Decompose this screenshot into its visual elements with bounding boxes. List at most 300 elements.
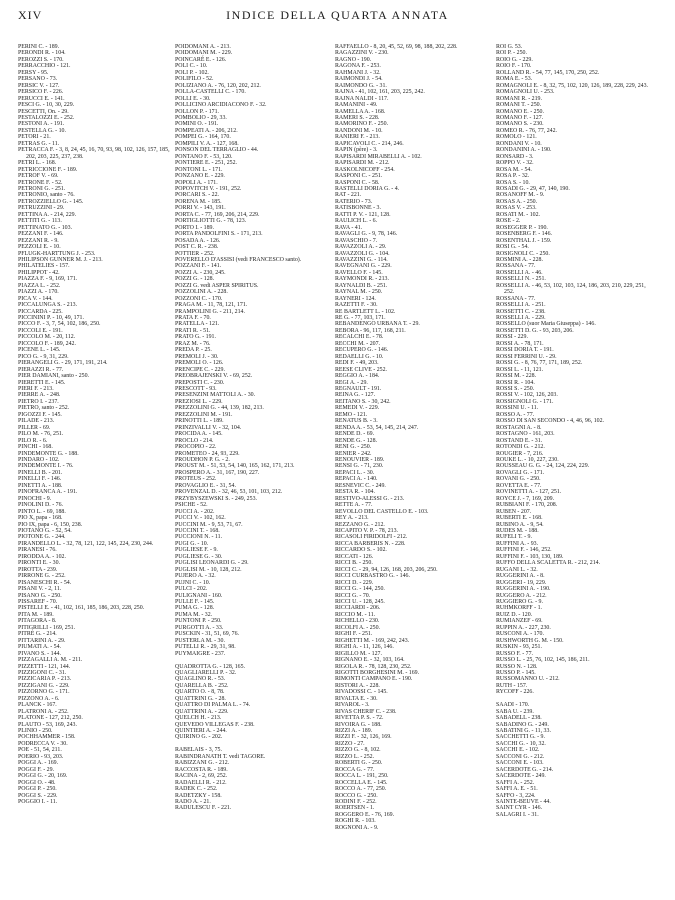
index-entry: PETTITI G. - 113. — [18, 218, 62, 225]
index-entry: PLATRONI A. - 252. — [18, 708, 69, 715]
index-entry: ROSSINI U. - 11. — [496, 405, 539, 412]
index-entry: PERSICO F. - 226. — [18, 89, 64, 96]
index-entry: PUNTONI P. - 250. — [175, 618, 222, 625]
index-entry: PIUMATI A. - 54. — [18, 644, 62, 651]
index-entry: POTTIER - 252. — [175, 250, 215, 257]
index-entry: PETRI L. - 168. — [18, 160, 57, 167]
index-entry: PICA V. - 144. — [18, 295, 53, 302]
index-entry: SAFFI A. E. - 51. — [496, 786, 538, 793]
index-entry: PONSON DEL TERRAGLIO - 44. — [175, 147, 259, 154]
index-entry: RUFFO DELLA SCALETTA R. - 212, 214. — [496, 560, 601, 567]
index-column-1 — [18, 44, 170, 805]
index-entry: SAFFI A. - 252. — [496, 779, 535, 786]
index-entry: PETRONE F. - 52. — [18, 179, 63, 186]
index-entry: PIERETTI E. - 145. — [18, 379, 66, 386]
index-entry: POIDOMANI M. - 229. — [175, 50, 233, 57]
index-entry: ROSSELLO (suor Maria Giuseppa) - 146. — [496, 321, 596, 328]
index-entry: RUBERTI E. - 168. — [496, 515, 543, 522]
index-entry: PONTIERE E. - 251, 252. — [175, 160, 238, 167]
index-entry: RASPONI C. - 58. — [335, 179, 380, 186]
index-entry: ROUKE L. - 10, 227, 230. — [496, 457, 559, 463]
index-entry: RUSSO L. - 25, 76, 102, 145, 186, 211. — [496, 657, 590, 664]
index-entry: POGGI P. - 250. — [18, 786, 57, 793]
index-entry: SABA U. - 239. — [496, 708, 534, 715]
index-entry: PERSY - 95. — [18, 69, 49, 76]
index-entry: RAJNA - 41, 102, 161, 203, 225, 242. — [335, 89, 425, 96]
index-entry: RUGGERINI A. - 8. — [496, 573, 545, 580]
index-entry: RESNEVIC C. - 249. — [335, 482, 386, 489]
index-entry: ROSENTHAL J. - 159. — [496, 237, 552, 244]
index-entry: RIZZI F. - 32, 126, 169. — [335, 734, 392, 741]
index-entry: ROCCA L. - 191, 250. — [335, 773, 389, 780]
index-entry: REPACI A. - 140. — [335, 476, 378, 483]
index-entry: PETRACCA F. - 3, 8, 24, 45, 16, 70, 93, 98, 102, 126, 157, 185, 202, 203, 225, 237, 238. — [18, 147, 170, 160]
index-entry: RACINA - 2, 69, 252. — [175, 773, 228, 780]
index-entry: ROMANO S. - 230. — [496, 121, 544, 128]
index-entry: RECCHI M. - 207. — [335, 340, 380, 347]
index-entry: PISANO G. - 250. — [18, 592, 62, 599]
index-entry: RUFFINI F. - 103, 130, 189. — [496, 553, 564, 560]
index-entry: PIROTTA - 239. — [18, 566, 58, 573]
index-entry: PONZANO E. - 229. — [175, 173, 225, 180]
index-entry: RAULICH L. - 6. — [335, 218, 378, 225]
index-entry: REITANO S. - 30, 242. — [335, 398, 391, 405]
index-entry: PIRRONE G. - 252. — [18, 573, 66, 580]
index-entry: RUSHWORTH G. M. - 150. — [496, 637, 564, 644]
index-entry: REY A. - 213. — [335, 515, 369, 522]
index-entry: RUGGERI - 19, 229. — [496, 579, 547, 586]
index-entry: RUBBIANI F. - 170, 208. — [496, 502, 558, 509]
index-entry: ROMAGNOLI E. - 8, 32, 75, 102, 120, 126, 189, 228, 229, 243. — [496, 82, 649, 89]
index-entry: QUELCH H. - 213. — [175, 715, 222, 722]
index-entry: PROVENZAL D. - 32, 46, 53, 101, 103, 212. — [175, 489, 283, 496]
index-entry: PREZZOLINI G. - 44, 139, 182, 213. — [175, 405, 264, 412]
index-entry: RUSSO N. - 128. — [496, 663, 538, 670]
index-entry: RICASOLI FIRIDOLFI - 212. — [335, 534, 408, 541]
index-entry: SABADELL - 238. — [496, 715, 542, 722]
index-entry: QUATTRINI A. - 229. — [175, 708, 229, 715]
index-entry: RAMORINO F. - 250. — [335, 121, 389, 128]
index-entry: ROGHI R. - 103. — [335, 818, 376, 825]
index-entry: RUIZ D. - 120. — [496, 611, 533, 618]
index-entry: PIZZORNO G. - 171. — [18, 689, 70, 696]
index-entry: ROCCELLA E. - 145. — [335, 779, 388, 786]
index-entry: QUEVEDO VILLEGAS F. - 238. — [175, 721, 255, 728]
index-entry: RENDA A. - 53, 54, 145, 214, 247. — [335, 424, 419, 431]
index-entry: RUGANI L. - 32. — [496, 566, 538, 573]
index-entry: PICENE L. - 145. — [18, 347, 61, 354]
index-entry: PINELLI F. - 146. — [18, 476, 62, 483]
index-entry: PIAZZA F. - 9, 169, 171. — [18, 276, 78, 283]
index-entry: RAIMONDI J. - 54. — [335, 76, 383, 83]
index-column-2 — [175, 44, 329, 812]
index-entry: RAGONA F. - 253. — [335, 63, 381, 70]
index-entry: PERRACCHIO - 121. — [18, 63, 71, 70]
index-entry: RICCATI - 126. — [335, 553, 374, 560]
index-entry: PROMETEO - 24, 93, 229. — [175, 450, 240, 457]
index-entry: PIZZIGANI G. - 229. — [18, 682, 70, 689]
index-entry: PUJERO A. - 32. — [175, 573, 216, 580]
index-entry: PUYMAIGRE - 237. — [175, 650, 226, 657]
index-entry: RE G. - 77, 103, 171. — [335, 315, 386, 322]
index-entry: RESTA R. - 104. — [335, 489, 375, 496]
index-entry: REPACI L. - 30. — [335, 469, 375, 476]
index-entry: RUFFINI A. - 93. — [496, 540, 539, 547]
index-entry: RICCI CURBASTRO G. - 146. — [335, 573, 410, 580]
index-entry: PERSIC V. - 127. — [18, 82, 60, 89]
index-entry: ROVAGLI G. - 171. — [496, 469, 545, 476]
index-entry: PIZZAGALLI A. M. - 211. — [18, 657, 83, 664]
index-entry: PUGLISI M. - 10, 128, 212. — [175, 566, 242, 573]
index-entry: RAJNA NALDI - 117. — [335, 95, 389, 102]
index-entry: PRAGA M. - 11, 78, 121, 171. — [175, 302, 248, 309]
index-entry: RENI G. - 250. — [335, 444, 372, 451]
index-entry: ROSIGNOLI C. - 250. — [496, 250, 550, 257]
index-entry: PUJNI C. - 10. — [175, 579, 211, 586]
index-entry: RIGHETTI M. - 169, 242, 243. — [335, 637, 410, 644]
index-entry: RACCOSTA R. - 189. — [175, 766, 228, 773]
index-entry: PRESENZINI MATTOLI A. - 30. — [175, 392, 256, 399]
index-entry: ROSA M. - 54. — [496, 166, 532, 173]
index-entry: PEZZANI F. - 146. — [18, 231, 64, 238]
index-entry: RIVALTA E. - 30. — [335, 695, 378, 702]
index-entry: PESTONI A. - 191. — [18, 121, 65, 128]
index-entry: POMINI O. - 191. — [175, 121, 219, 128]
index-entry: RUFFINI F. - 146, 252. — [496, 547, 552, 554]
index-entry: ROSENBERG F. - 146. — [496, 231, 552, 238]
index-entry: RAVAZZOLI G. - 104. — [335, 250, 390, 257]
index-entry: ROMEO R. - 76, 77, 242. — [496, 127, 558, 134]
index-entry: RATTI P. V. - 121, 128. — [335, 211, 391, 218]
index-entry: PUCCINI T. - 168. — [175, 527, 220, 534]
index-entry: PUGLIESE G. - 30. — [175, 553, 223, 560]
index-entry: ROCCO A. - 77, 250. — [335, 786, 387, 793]
index-entry: RUSCONI A. - 170. — [496, 631, 544, 638]
index-column-4 — [496, 44, 656, 818]
index-entry: POZZI G. vedi ASPER SPIRITUS. — [175, 282, 259, 289]
index-entry: RADEK C. - 252. — [175, 786, 218, 793]
index-entry: PONTANO F. - 53, 120. — [175, 153, 233, 160]
index-entry: ROSSANA - 77. — [496, 263, 536, 270]
index-entry: RENSI G. - 71, 230. — [335, 463, 384, 470]
index-entry: ROSSELLI A. - 46. — [496, 269, 543, 276]
index-entry: RAVAZZOLI A. - 29. — [335, 244, 387, 251]
index-entry: RABELAIS - 3, 75. — [175, 747, 222, 754]
index-entry: POLLI E. - 30. — [175, 95, 211, 102]
index-entry: PINOCHI - 9. — [18, 495, 52, 502]
index-entry: PIRONTI E. - 30. — [18, 560, 61, 567]
index-entry: PESCI G. - 10, 30, 229. — [18, 102, 75, 109]
index-entry: PREMOLI J. - 30. — [175, 353, 219, 360]
index-entry: PHILIPSON GUNNER M. J. - 213. — [18, 256, 103, 263]
index-entry: ROCCO G. - 250. — [335, 792, 378, 799]
index-entry: POLI P. - 102. — [175, 69, 209, 76]
index-entry: POGGIO I. - 11. — [18, 799, 58, 806]
index-entry: RUSKIN - 93, 251. — [496, 644, 542, 651]
index-entry: ROVANI G. - 250. — [496, 476, 541, 483]
index-entry: SABATINI G. - 11, 33. — [496, 728, 551, 735]
index-entry: PROUST M. - 51, 53, 54, 140, 165, 162, 171, 213. — [175, 463, 295, 470]
index-entry: PRINZIVALLI V. - 32, 104. — [175, 424, 242, 431]
index-entry: RIZZI A. - 189. — [335, 728, 373, 735]
index-entry: REDAELLI G. - 10. — [335, 353, 384, 360]
index-entry: PERUCCI E. - 141. — [18, 95, 65, 102]
index-entry: POGGI A. - 169. — [18, 760, 59, 767]
index-entry: PUGLIESE F. - 9. — [175, 547, 218, 554]
index-entry: POZZONI C. - 170. — [175, 295, 223, 302]
index-entry: RAGAZZINI V. - 230. — [335, 50, 389, 57]
index-entry: PIVANO S. - 144. — [18, 650, 61, 657]
index-entry: RASKOLNICOFF - 254. — [335, 166, 395, 173]
index-entry: PETRICCIONE F. - 189. — [18, 166, 78, 173]
index-entry: RICCARDO S. - 102. — [335, 547, 387, 554]
index-entry: RENOUVIER - 189. — [335, 457, 385, 463]
index-entry: POMBOLIO - 29, 33. — [175, 114, 227, 121]
index-entry: PIGOZZI F. - 145. — [18, 411, 62, 418]
index-entry: RUSSO F. - 77. — [496, 650, 534, 657]
index-entry: PUGLISI LEONARDI G. - 29. — [175, 560, 249, 567]
index-entry: ROMANO E. - 250. — [496, 108, 544, 115]
index-entry: POPOLI A. - 171. — [175, 179, 218, 186]
index-entry: ROSSI - 229. — [496, 334, 528, 341]
index-entry: ROMANI R. - 219. — [496, 95, 542, 102]
index-entry: PETRAS G. - 11. — [18, 140, 60, 147]
index-entry: PREDA P. - 25. — [175, 347, 212, 354]
index-entry: RAHMANI J. - 32. — [335, 69, 381, 76]
index-entry: POLLA-CASTELLI C. - 170. — [175, 89, 246, 96]
index-entry: ROSSI FERRINI U. - 29. — [496, 353, 557, 360]
index-entry: RIZZO - 27. — [335, 740, 365, 747]
index-entry: PINDARO - 102. — [18, 457, 60, 463]
index-entry: POIDOMANI A. - 213. — [175, 44, 231, 50]
index-entry: PUSTERLA M. - 30. — [175, 637, 225, 644]
index-entry: RISTORI A. - 228. — [335, 682, 380, 689]
index-entry: RONDANINI A. - 190. — [496, 147, 552, 154]
index-entry: ROSTAND E. - 31. — [496, 437, 543, 444]
index-entry: RABINDRANATH T. vedi TAGORE. — [175, 753, 266, 760]
index-entry: ROGNONI A. - 9. — [335, 824, 379, 831]
index-entry: SABADINO G. - 249. — [496, 721, 549, 728]
index-entry: QUIRINO G. - 202. — [175, 734, 223, 741]
index-entry: RE BARTLETT L. - 102. — [335, 308, 396, 315]
index-entry: ROSSI DORIA T. - 191. — [496, 347, 554, 354]
index-entry: PROCOPIO - 22. — [175, 444, 217, 451]
index-entry: PICCALUNGA S. - 213. — [18, 302, 78, 309]
index-entry: SALAGRI I. - 31. — [496, 811, 539, 818]
index-entry: QUAGLIARELLI P. - 32. — [175, 669, 237, 676]
page-number: XIV — [18, 8, 43, 22]
index-entry: PRATO G. - 191. — [175, 334, 216, 341]
index-entry: PEZZOLI E. - 10. — [18, 244, 61, 251]
index-entry: RIVAS CHERIF C. - 238. — [335, 708, 397, 715]
index-entry: RAGNO - 190. — [335, 56, 372, 63]
index-entry: RAT - 221. — [335, 192, 362, 199]
index-entry: SACERDOTE G. - 214. — [496, 766, 554, 773]
index-entry: PIERANGELI G. - 29, 171, 191, 214. — [18, 360, 108, 367]
index-entry: RUPPIN A. - 227, 230. — [496, 624, 551, 631]
index-entry: REBANDENGO URBANA T. - 29. — [335, 321, 420, 328]
index-entry: RAPISARDI M. - 212. — [335, 160, 390, 167]
index-entry: RUGGERINI A. - 190. — [496, 586, 551, 593]
index-entry: ROLLAND R. - 54, 77, 145, 170, 250, 252. — [496, 69, 600, 76]
index-entry: RUTH - 157. — [496, 682, 528, 689]
index-entry: RONDANI V. - 10. — [496, 140, 542, 147]
index-entry: RICAPITO V. P. - 78, 213. — [335, 527, 399, 534]
index-entry: PULLE F. - 145. — [175, 598, 215, 605]
index-entry: PRATI R. - 51. — [175, 327, 211, 334]
index-entry: PIZZETTI - 121, 144. — [18, 663, 71, 670]
index-entry: RUMIANZEF - 69. — [496, 618, 543, 625]
index-entry: RADO A. - 21. — [175, 799, 211, 806]
index-entry: PRAMPOLINI G. - 211, 214. — [175, 308, 245, 315]
index-entry: PONTONI L. - 171. — [175, 166, 223, 173]
index-entry: RECUPERO G. - 146. — [335, 347, 389, 354]
index-entry: ROSSI V. - 102, 126, 203. — [496, 392, 558, 399]
index-entry: ROSAS A. - 250. — [496, 198, 538, 205]
index-entry: PETRUZZINI - 29. — [18, 205, 65, 212]
index-entry: QUINTIERI A. - 244. — [175, 728, 227, 735]
index-entry: ROMOLO - 121. — [496, 134, 537, 141]
index-entry: PIAZZI A. - 170. — [18, 289, 59, 296]
index-entry: ROUGIER - 7, 216. — [496, 450, 544, 457]
index-entry: PSICHE - 52. — [175, 502, 208, 509]
index-entry: ROVINETTI A. - 127, 251. — [496, 489, 562, 496]
index-entry: ROSTAGNI A. - 8. — [496, 424, 542, 431]
index-column-3 — [335, 44, 489, 831]
index-entry: RECALCHI E. - 78. — [335, 334, 384, 341]
index-entry: PROCLO - 214. — [175, 437, 214, 444]
index-entry: PIOTANO G. - 52, 54. — [18, 527, 72, 534]
index-entry: RAVA - 41. — [335, 224, 363, 231]
index-entry: PREZIOSI L. - 229. — [175, 398, 223, 405]
index-entry: RUBEN - 207. — [496, 508, 532, 515]
index-entry: SAINT CYR - 146. — [496, 805, 543, 812]
index-entry: ROSSO A. - 77. — [496, 411, 535, 418]
index-entry: RANIERI F. - 213. — [335, 134, 380, 141]
index-entry: POGGI O. - 48. — [18, 779, 56, 786]
index-entry: RONSARD - 3. — [496, 153, 534, 160]
index-entry: RAVEGNANI G. - 229. — [335, 263, 392, 270]
index-entry: POMPEATI A. - 206, 212. — [175, 127, 238, 134]
index-entry: REDI F. - 49, 203. — [335, 360, 379, 367]
index-entry: PRATELLA - 121. — [175, 321, 220, 328]
index-entry: ROSA S. - 10. — [496, 179, 530, 186]
index-entry: ROSI G. - 54. — [496, 244, 529, 251]
index-entry: POSADA A. - 126. — [175, 237, 221, 244]
index-entry: RATERIO - 73. — [335, 198, 373, 205]
index-entry: PIZZONO A. - 6. — [18, 695, 60, 702]
index-entry: SACCONI E. - 103. — [496, 760, 544, 767]
index-entry: PETROZZIELLO G. - 145. — [18, 198, 84, 205]
index-entry: PETRONI G. - 251. — [18, 185, 66, 192]
index-entry: RICCI D. - 229. — [335, 579, 374, 586]
index-entry: PICO G. - 9, 31, 229. — [18, 353, 69, 360]
index-entry: PIRANESI - 76. — [18, 547, 57, 554]
index-entry: RAFFAELLO - 8, 20, 45, 52, 69, 98, 188, 202, 228. — [335, 44, 458, 50]
index-entry: RENIER - 242. — [335, 450, 372, 457]
index-entry: ROSSETTI C. - 238. — [496, 308, 546, 315]
index-entry: RAMANINI - 49. — [335, 102, 378, 109]
index-entry: ROSA P. - 32. — [496, 173, 530, 180]
index-entry: REESE CLIVE - 252. — [335, 366, 388, 373]
index-entry: PLATONE - 127, 212, 250. — [18, 715, 83, 722]
index-entry: RAVELLO F. - 145. — [335, 269, 383, 276]
index-entry: RUSSOMANNO U. - 212. — [496, 676, 560, 683]
index-entry: ROSSIGNOLI G. - 171. — [496, 398, 554, 405]
index-entry: RADAELLI R. - 212. — [175, 779, 227, 786]
index-entry: PLINIO - 250. — [18, 728, 53, 735]
index-entry: RUGGIERO G. - 9. — [496, 598, 543, 605]
index-entry: PRENCIPE C. - 229. — [175, 366, 225, 373]
index-entry: QUAGLINO R. - 53. — [175, 676, 226, 683]
index-entry: RASTELLI DORIA G. - 4. — [335, 185, 400, 192]
index-entry: RIGILLO M. - 127. — [335, 650, 382, 657]
index-entry: REGGIO A. - 184. — [335, 373, 380, 380]
index-entry: PIERAZZI R. - 77. — [18, 366, 64, 373]
index-entry: PIO X, papa - 168. — [18, 515, 63, 522]
index-entry: RIMONTI CAMPANO E. - 190. — [335, 676, 413, 683]
index-entry: ROMANO F. - 127. — [496, 114, 544, 121]
index-entry: RATISBONNE - 3. — [335, 205, 381, 212]
index-entry: PILO M. - 76, 251. — [18, 431, 64, 438]
index-entry: SACCHETTI G. - 9. — [496, 734, 545, 741]
index-entry: PILADE - 213. — [18, 418, 55, 425]
index-entry: RICOLFI A. - 250. — [335, 624, 380, 631]
index-entry: RAVAZZINI G. - 114. — [335, 256, 388, 263]
index-entry: POMPILI V. A. - 127, 168. — [175, 140, 239, 147]
index-entry: ROSSETTI D. G. - 93, 203, 206. — [496, 327, 574, 334]
index-entry: PESTELLA G. - 10. — [18, 127, 66, 134]
index-entry: ROERTSEN - 1. — [335, 805, 375, 812]
index-entry: PURGOTTI A. - 33. — [175, 624, 224, 631]
index-entry: ROGGERO E. - 76, 169. — [335, 811, 395, 818]
index-entry: ROSATI M. - 102. — [496, 211, 541, 218]
index-entry: RUHMKORFF - 1. — [496, 605, 542, 612]
index-entry: PORENA M. - 185. — [175, 198, 222, 205]
index-entry: PIAZZA L. - 252. — [18, 282, 61, 289]
index-entry: RICCI G. - 70. — [335, 592, 371, 599]
index-entry: PITA M. - 189. — [18, 611, 54, 618]
index-entry: POST C. R. - 238. — [175, 244, 219, 251]
index-entry: RIVOIRA G. - 188. — [335, 721, 382, 728]
index-entry: RIGNANO E. - 32, 103, 164. — [335, 657, 405, 664]
index-entry: PREMOLI O. - 126. — [175, 360, 224, 367]
index-entry: PIO IX, papa - 6, 150, 238. — [18, 521, 83, 528]
index-entry: PITTARINI A. - 29. — [18, 637, 66, 644]
index-entry: PORTIGLIOTTI G. - 78, 123. — [175, 218, 247, 225]
index-entry: RENDE G. - 128. — [335, 437, 378, 444]
index-entry: RAYNERI - 124. — [335, 295, 376, 302]
index-entry: POZZI A. - 230, 245. — [175, 269, 226, 276]
index-entry: ROMANI T. - 250. — [496, 102, 542, 109]
index-entry: RUGGERO A. - 212. — [496, 592, 547, 599]
index-entry: POLI C. - 10. — [175, 63, 208, 70]
index-entry: REMO - 121. — [335, 411, 368, 418]
index-entry: PREOBRAJENSKI V. - 69, 252. — [175, 373, 253, 380]
index-entry: PIRODDA A. - 102. — [18, 553, 66, 560]
index-entry: QUADROTTA G. - 128, 165. — [175, 663, 246, 670]
index-entry: PUCCINI M. - 9, 53, 71, 67. — [175, 521, 243, 528]
index-entry: PINCHI - 168. — [18, 444, 53, 451]
index-entry: PHILIPPOT - 42. — [18, 269, 60, 276]
index-entry: ROSADI G. - 29, 47, 140, 190. — [496, 185, 570, 192]
index-entry: PETRONIO, santo - 76. — [18, 192, 75, 199]
index-entry: PODRECCA V. - 30. — [18, 740, 68, 747]
index-entry: PHILATELIES - 157. — [18, 263, 70, 270]
index-entry: PERONDI R. - 104. — [18, 50, 66, 57]
index-entry: PRESCOTT - 93. — [175, 386, 217, 393]
index-entry: RADULESCU F. - 221. — [175, 805, 232, 812]
